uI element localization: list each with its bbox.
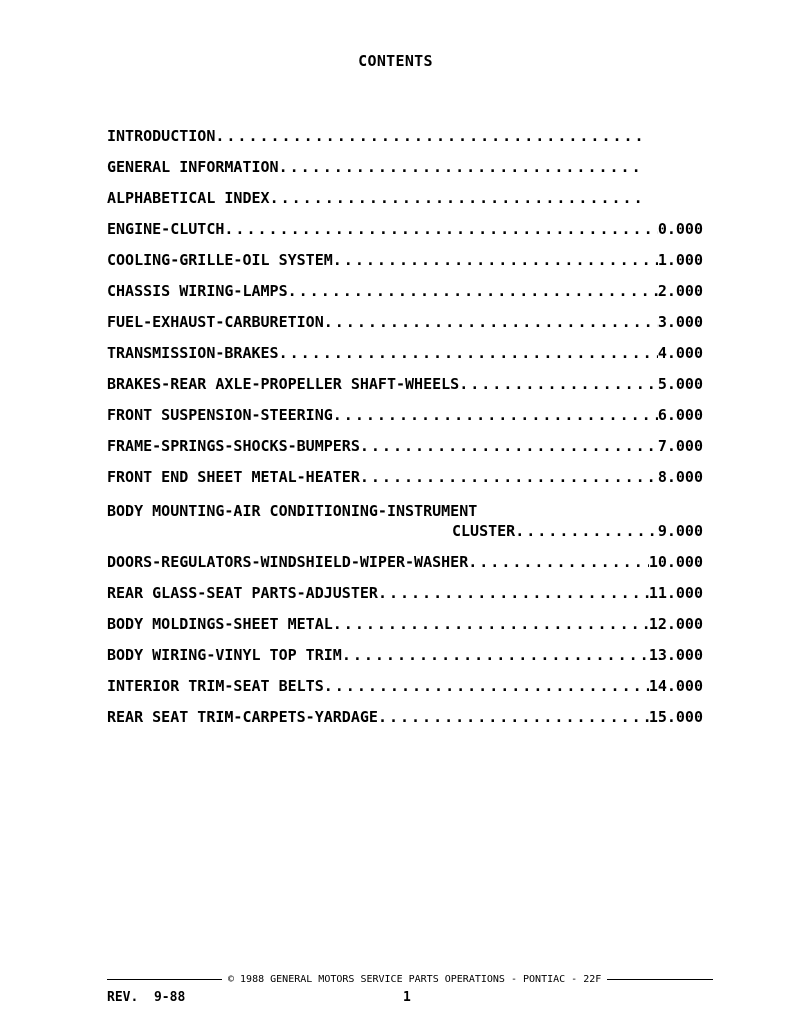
toc-entry-label: FRONT SUSPENSION-STEERING (107, 406, 333, 424)
page-title: CONTENTS (358, 52, 433, 70)
toc-entry-page: 9.000 (657, 522, 703, 540)
dot-leader (333, 406, 658, 424)
toc-entry-body-mounting (107, 486, 703, 540)
dot-leader (288, 282, 658, 300)
toc-entry-label: FRONT END SHEET METAL-HEATER (107, 468, 360, 486)
toc-entry-cooling-grille-oil-system (107, 238, 703, 269)
toc-entry-page: 14.000 (648, 677, 703, 695)
toc-entry-label: BODY MOUNTING-AIR CONDITIONING-INSTRUMENT (107, 502, 478, 520)
toc-entry-chassis-wiring-lamps (107, 269, 703, 300)
toc-entry-page: 15.000 (648, 708, 703, 726)
dot-leader (360, 468, 658, 486)
toc-entry-frame-springs (107, 424, 703, 455)
toc-entry-introduction (107, 114, 645, 145)
toc-entry-label-continued: CLUSTER (452, 522, 516, 540)
dot-leader (279, 158, 645, 176)
toc-entry-label: ALPHABETICAL INDEX (107, 189, 270, 207)
dot-leader (324, 313, 658, 331)
toc-entry-label: BODY WIRING-VINYL TOP TRIM (107, 646, 342, 664)
toc-entry-label: DOORS-REGULATORS-WINDSHIELD-WIPER-WASHER (107, 553, 469, 571)
table-of-contents (107, 114, 703, 726)
dot-leader (342, 646, 649, 664)
toc-entry-label: INTRODUCTION (107, 127, 216, 145)
toc-entry-brakes-rear-axle (107, 362, 703, 393)
toc-entry-page: 2.000 (657, 282, 703, 300)
dot-leader (324, 677, 649, 695)
toc-entry-front-suspension-steering (107, 393, 703, 424)
toc-entry-page: 1.000 (657, 251, 703, 269)
toc-entry-page: 3.000 (657, 313, 703, 331)
toc-entry-page: 0.000 (657, 220, 703, 238)
toc-entry-label: GENERAL INFORMATION (107, 158, 279, 176)
dot-leader (279, 344, 658, 362)
toc-entry-page: 4.000 (657, 344, 703, 362)
toc-entry-label: COOLING-GRILLE-OIL SYSTEM (107, 251, 333, 269)
toc-entry-page: 8.000 (657, 468, 703, 486)
dot-leader (378, 584, 649, 602)
toc-entry-label: CHASSIS WIRING-LAMPS (107, 282, 288, 300)
toc-entry-label: ENGINE-CLUTCH (107, 220, 225, 238)
toc-entry-rear-glass (107, 571, 703, 602)
toc-entry-general-information (107, 145, 645, 176)
dot-leader (224, 220, 657, 238)
toc-entry-page: 7.000 (657, 437, 703, 455)
toc-entry-label: INTERIOR TRIM-SEAT BELTS (107, 677, 324, 695)
revision-label: REV. 9-88 (107, 990, 186, 1005)
toc-entry-alphabetical-index (107, 176, 645, 207)
copyright-notice: © 1988 GENERAL MOTORS SERVICE PARTS OPERATIONS - PONTIAC - 22F (228, 974, 602, 985)
toc-entry-body-moldings (107, 602, 703, 633)
toc-entry-interior-trim (107, 664, 703, 695)
toc-entry-label: REAR GLASS-SEAT PARTS-ADJUSTER (107, 584, 378, 602)
dot-leader (270, 189, 645, 207)
dot-leader (360, 437, 658, 455)
dot-leader (459, 375, 658, 393)
dot-leader (468, 553, 649, 571)
toc-entry-page: 11.000 (648, 584, 703, 602)
toc-entry-label: FUEL-EXHAUST-CARBURETION (107, 313, 324, 331)
footer-rule-left (107, 979, 222, 980)
toc-entry-page: 10.000 (648, 553, 703, 571)
toc-entry-label: FRAME-SPRINGS-SHOCKS-BUMPERS (107, 437, 360, 455)
toc-entry-engine-clutch (107, 207, 703, 238)
footer (107, 974, 713, 985)
page-number: 1 (403, 990, 411, 1005)
toc-entry-label: BRAKES-REAR AXLE-PROPELLER SHAFT-WHEELS (107, 375, 460, 393)
toc-entry-rear-seat-trim (107, 695, 703, 726)
toc-entry-label: TRANSMISSION-BRAKES (107, 344, 279, 362)
dot-leader (333, 615, 649, 633)
toc-entry-label: BODY MOLDINGS-SHEET METAL (107, 615, 333, 633)
dot-leader (378, 708, 649, 726)
toc-entry-body-wiring (107, 633, 703, 664)
toc-entry-page: 12.000 (648, 615, 703, 633)
toc-entry-page: 5.000 (657, 375, 703, 393)
dot-leader (333, 251, 658, 269)
dot-leader (515, 522, 658, 540)
toc-entry-page: 13.000 (648, 646, 703, 664)
toc-entry-label: REAR SEAT TRIM-CARPETS-YARDAGE (107, 708, 378, 726)
toc-entry-doors-regulators (107, 540, 703, 571)
footer-rule-right (607, 979, 713, 980)
dot-leader (215, 127, 645, 145)
toc-entry-transmission-brakes (107, 331, 703, 362)
toc-entry-page: 6.000 (657, 406, 703, 424)
toc-entry-front-end-sheet-metal (107, 455, 703, 486)
toc-entry-fuel-exhaust-carburetion (107, 300, 703, 331)
